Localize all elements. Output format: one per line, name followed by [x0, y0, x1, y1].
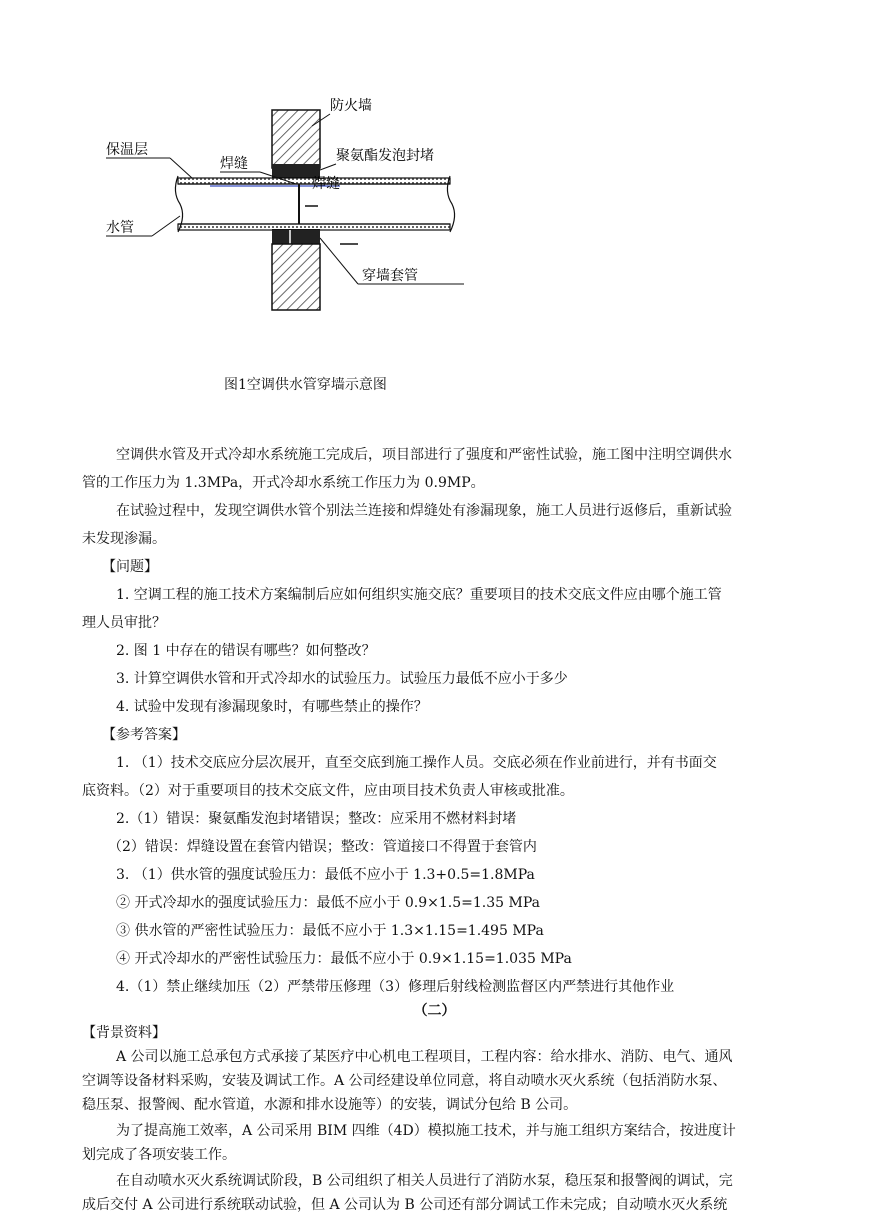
paragraph-line: 稳压泵、报警阀、配水管道，水源和排水设施等）的安装，调试分包给 B 公司。: [82, 1097, 578, 1113]
label-water-pipe: 水管: [106, 220, 134, 236]
answer-line: 1. （1）技术交底应分层次展开，直至交底到施工操作人员。交底必须在作业前进行，并有书面交: [116, 755, 717, 771]
answer-line: ④ 开式冷却水的严密性试验压力：最低不应小于 0.9×1.15=1.035 MPa: [116, 951, 572, 967]
paragraph-line: 为了提高施工效率，A 公司采用 BIM 四维（4D）模拟施工技术，并与施工组织方案结合，按进度计: [116, 1123, 736, 1139]
answer-line: 底资料。（2）对于重要项目的技术交底文件，应由项目技术负责人审核或批准。: [82, 783, 574, 799]
label-weld-2: 焊缝: [312, 176, 340, 192]
question-line: 1. 空调工程的施工技术方案编制后应如何组织实施交底？重要项目的技术交底文件应由哪个施工管: [116, 587, 722, 603]
answer-line: （2）错误：焊缝设置在套管内错误；整改：管道接口不得置于套管内: [108, 839, 537, 855]
paragraph-line: 空调供水管及开式冷却水系统施工完成后，项目部进行了强度和严密性试验，施工图中注明空调供水: [116, 447, 732, 463]
section-heading: 【背景资料】: [82, 1025, 166, 1041]
paragraph-line: A 公司以施工总承包方式承接了某医疗中心机电工程项目，工程内容：给水排水、消防、电气、通风: [116, 1049, 733, 1065]
paragraph-line: 在试验过程中，发现空调供水管个别法兰连接和焊缝处有渗漏现象，施工人员进行返修后，重新试验: [116, 503, 732, 519]
paragraph-line: 空调等设备材料采购，安装及调试工作。A 公司经建设单位同意，将自动喷水灭火系统（包括消防水泵、: [82, 1073, 727, 1089]
paragraph-line: 成后交付 A 公司进行系统联动试验，但 A 公司认为 B 公司还有部分调试工作未完成；自动喷水灭火系统: [82, 1197, 728, 1213]
paragraph-line: 未发现渗漏。: [82, 531, 166, 547]
section-number: （二）: [413, 1003, 456, 1019]
answer-line: ③ 供水管的严密性试验压力：最低不应小于 1.3×1.15=1.495 MPa: [116, 923, 544, 939]
question-line: 3. 计算空调供水管和开式冷却水的试验压力。试验压力最低不应小于多少: [116, 671, 568, 687]
question-line: 2. 图 1 中存在的错误有哪些？如何整改？: [116, 643, 376, 659]
question-line: 理人员审批？: [82, 615, 166, 631]
label-insulation: 保温层: [106, 142, 148, 158]
figure-caption: 图1空调供水管穿墙示意图: [224, 377, 387, 393]
foam-seal-lower: [272, 230, 320, 244]
answer-line: 2.（1）错误：聚氨酯发泡封堵错误；整改：应采用不燃材料封堵: [116, 811, 517, 827]
label-weld-1: 焊缝: [220, 156, 248, 172]
label-fire-wall: 防火墙: [330, 98, 372, 114]
answer-line: 4.（1）禁止继续加压（2）严禁带压修理（3）修理后射线检测监督区内严禁进行其他作业: [116, 979, 675, 995]
fire-wall-lower: [272, 244, 320, 310]
question-line: 4. 试验中发现有渗漏现象时，有哪些禁止的操作？: [116, 699, 428, 715]
pipe-wall-diagram: [100, 90, 480, 320]
section-heading: 【问题】: [102, 559, 158, 575]
answer-line: 3. （1）供水管的强度试验压力：最低不应小于 1.3+0.5=1.8MPa: [116, 867, 535, 883]
fire-wall-upper: [272, 110, 320, 168]
paragraph-line: 在自动喷水灭火系统调试阶段，B 公司组织了相关人员进行了消防水泵，稳压泵和报警阀的调试，完: [116, 1173, 733, 1189]
label-wall-sleeve: 穿墙套管: [362, 268, 418, 284]
section-heading: 【参考答案】: [102, 727, 186, 743]
label-foam-seal: 聚氨酯发泡封堵: [336, 148, 434, 164]
paragraph-line: 划完成了各项安装工作。: [82, 1147, 236, 1163]
paragraph-line: 管的工作压力为 1.3MPa，开式冷却水系统工作压力为 0.9MP。: [82, 475, 485, 491]
answer-line: ② 开式冷却水的强度试验压力：最低不应小于 0.9×1.5=1.35 MPa: [116, 895, 540, 911]
